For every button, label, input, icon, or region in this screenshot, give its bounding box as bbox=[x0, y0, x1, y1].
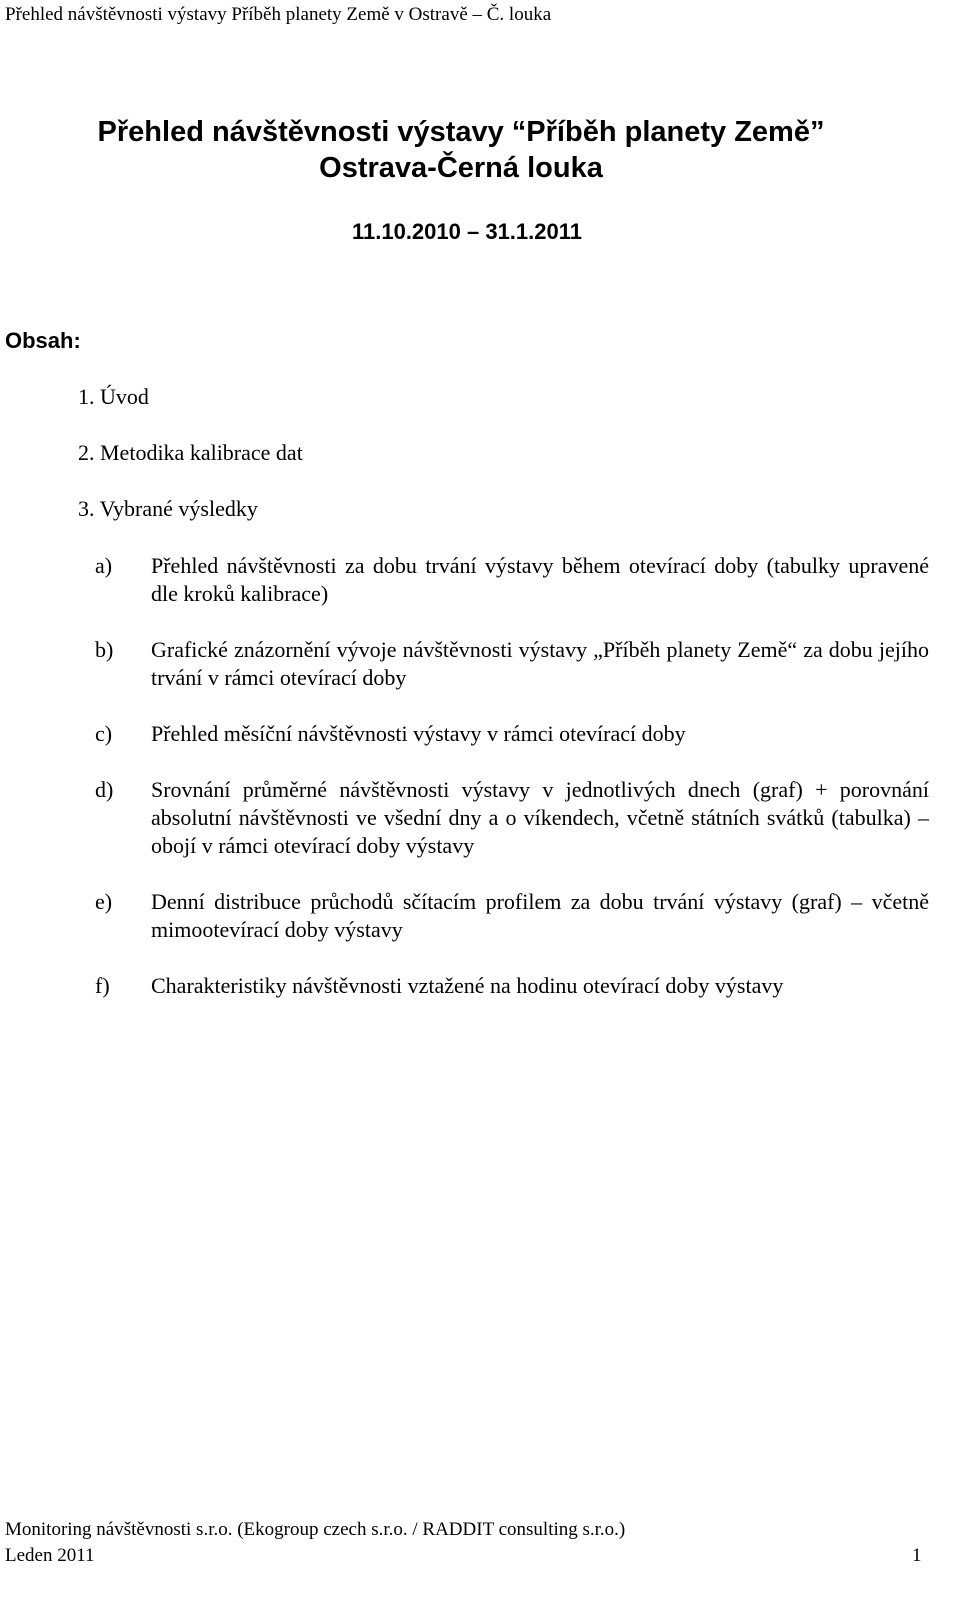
subitem-text: Grafické znázornění vývoje návštěvnosti výstavy „Příběh planety Země“ za dobu jejího trvání v rámci otevírací doby bbox=[151, 637, 929, 690]
toc-subitem-c bbox=[95, 720, 929, 748]
document-title-line-1: Přehled návštěvnosti výstavy “Příběh planety Země” bbox=[97, 116, 825, 148]
toc-item-metodika: 2. Metodika kalibrace dat bbox=[78, 440, 303, 465]
page-number: 1 bbox=[912, 1545, 922, 1566]
date-range: 11.10.2010 – 31.1.2011 bbox=[351, 219, 582, 244]
toc-item-vysledky: 3. Vybrané výsledky bbox=[78, 496, 258, 521]
toc-subitem-b bbox=[95, 636, 929, 692]
subitem-text: Denní distribuce průchodů sčítacím profilem za dobu trvání výstavy (graf) – včetně mimootevírací doby výstavy bbox=[151, 889, 929, 942]
contents-heading: Obsah: bbox=[5, 328, 81, 353]
toc-item-uvod: 1. Úvod bbox=[78, 384, 149, 409]
subitem-text: Charakteristiky návštěvnosti vztažené na hodinu otevírací doby výstavy bbox=[151, 973, 784, 998]
document-title-line-2: Ostrava-Černá louka bbox=[319, 152, 603, 184]
subitem-letter: b) bbox=[95, 637, 114, 662]
toc-subitem-d bbox=[95, 776, 929, 860]
subitem-letter: f) bbox=[95, 973, 110, 998]
subitem-text: Přehled návštěvnosti za dobu trvání výstavy během otevírací doby (tabulky upravené dle kroků kalibrace) bbox=[151, 553, 929, 606]
footer-company: Monitoring návštěvnosti s.r.o. (Ekogroup czech s.r.o. / RADDIT consulting s.r.o.) bbox=[5, 1519, 626, 1540]
toc-subitem-e bbox=[95, 888, 929, 944]
subitem-letter: d) bbox=[95, 777, 114, 802]
subitem-letter: c) bbox=[95, 721, 113, 746]
subitem-text: Srovnání průměrné návštěvnosti výstavy v jednotlivých dnech (graf) + porovnání absolutní návštěvnosti ve všední dny a o víkendech, včetně státních svátků (tabulka) – obojí v rámci otevírací doby výstavy bbox=[151, 777, 929, 858]
subitem-letter: a) bbox=[95, 553, 113, 578]
running-header: Přehled návštěvnosti výstavy Příběh planety Země v Ostravě – Č. louka bbox=[5, 4, 552, 25]
subitem-letter: e) bbox=[95, 889, 113, 914]
toc-subitem-a bbox=[95, 552, 929, 608]
toc-subitem-f bbox=[95, 972, 929, 1000]
footer-date: Leden 2011 bbox=[5, 1545, 95, 1566]
subitem-text: Přehled měsíční návštěvnosti výstavy v rámci otevírací doby bbox=[151, 721, 686, 746]
